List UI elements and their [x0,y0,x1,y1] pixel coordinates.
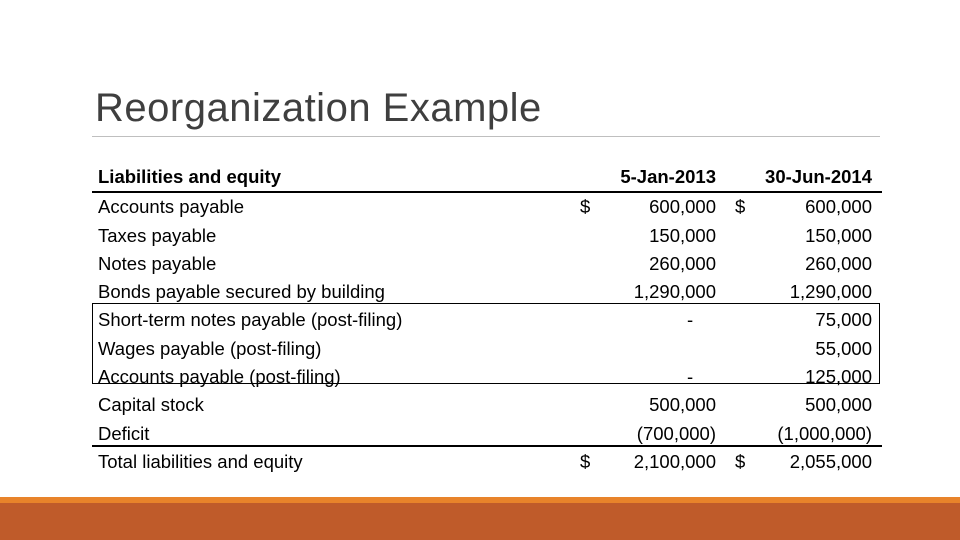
row-label: Taxes payable [98,224,217,246]
value-2014: 150,000 [805,224,872,246]
value-2013: - [687,309,694,331]
row-label: Bonds payable secured by building [98,281,385,303]
table-row [92,420,882,448]
value-2013: 1,290,000 [633,281,716,303]
value-2014: 1,290,000 [789,281,872,303]
currency-symbol: $ [580,450,591,472]
slide-title: Reorganization Example [95,86,542,130]
header-col-2014: 30-Jun-2014 [765,166,872,187]
row-label: Total liabilities and equity [98,450,303,472]
value-2013: 600,000 [649,196,716,218]
value-2014: 500,000 [805,394,872,416]
title-divider [92,136,880,137]
header-label: Liabilities and equity [98,166,281,187]
value-2013: 150,000 [649,224,716,246]
currency-symbol: $ [735,450,746,472]
total-row [92,448,882,476]
post-filing-highlight-box [92,303,880,384]
value-2014: 55,000 [815,337,872,359]
value-2013: 2,100,000 [633,450,716,472]
value-2013: - [687,366,694,388]
value-2013: 260,000 [649,252,716,274]
row-label: Accounts payable [98,196,245,218]
value-2014: 260,000 [805,252,872,274]
row-label: Deficit [98,422,150,444]
value-2014: 75,000 [815,309,872,331]
row-label: Wages payable (post-filing) [98,337,322,359]
value-2014: 125,000 [805,366,872,388]
value-2014: 2,055,000 [789,450,872,472]
table-header-row [92,163,882,193]
table-row [92,193,882,221]
table-row [92,391,882,419]
total-divider [92,445,882,447]
header-col-2013: 5-Jan-2013 [620,166,716,187]
row-label: Short-term notes payable (post-filing) [98,309,403,331]
value-2014: (1,000,000) [777,422,872,444]
row-label: Capital stock [98,394,204,416]
table-row [92,250,882,278]
row-label: Accounts payable (post-filing) [98,366,341,388]
value-2013: 500,000 [649,394,716,416]
currency-symbol: $ [735,196,746,218]
table-row [92,222,882,250]
currency-symbol: $ [580,196,591,218]
footer-bar [0,503,960,540]
row-label: Notes payable [98,252,217,274]
value-2014: 600,000 [805,196,872,218]
value-2013: (700,000) [636,422,716,444]
